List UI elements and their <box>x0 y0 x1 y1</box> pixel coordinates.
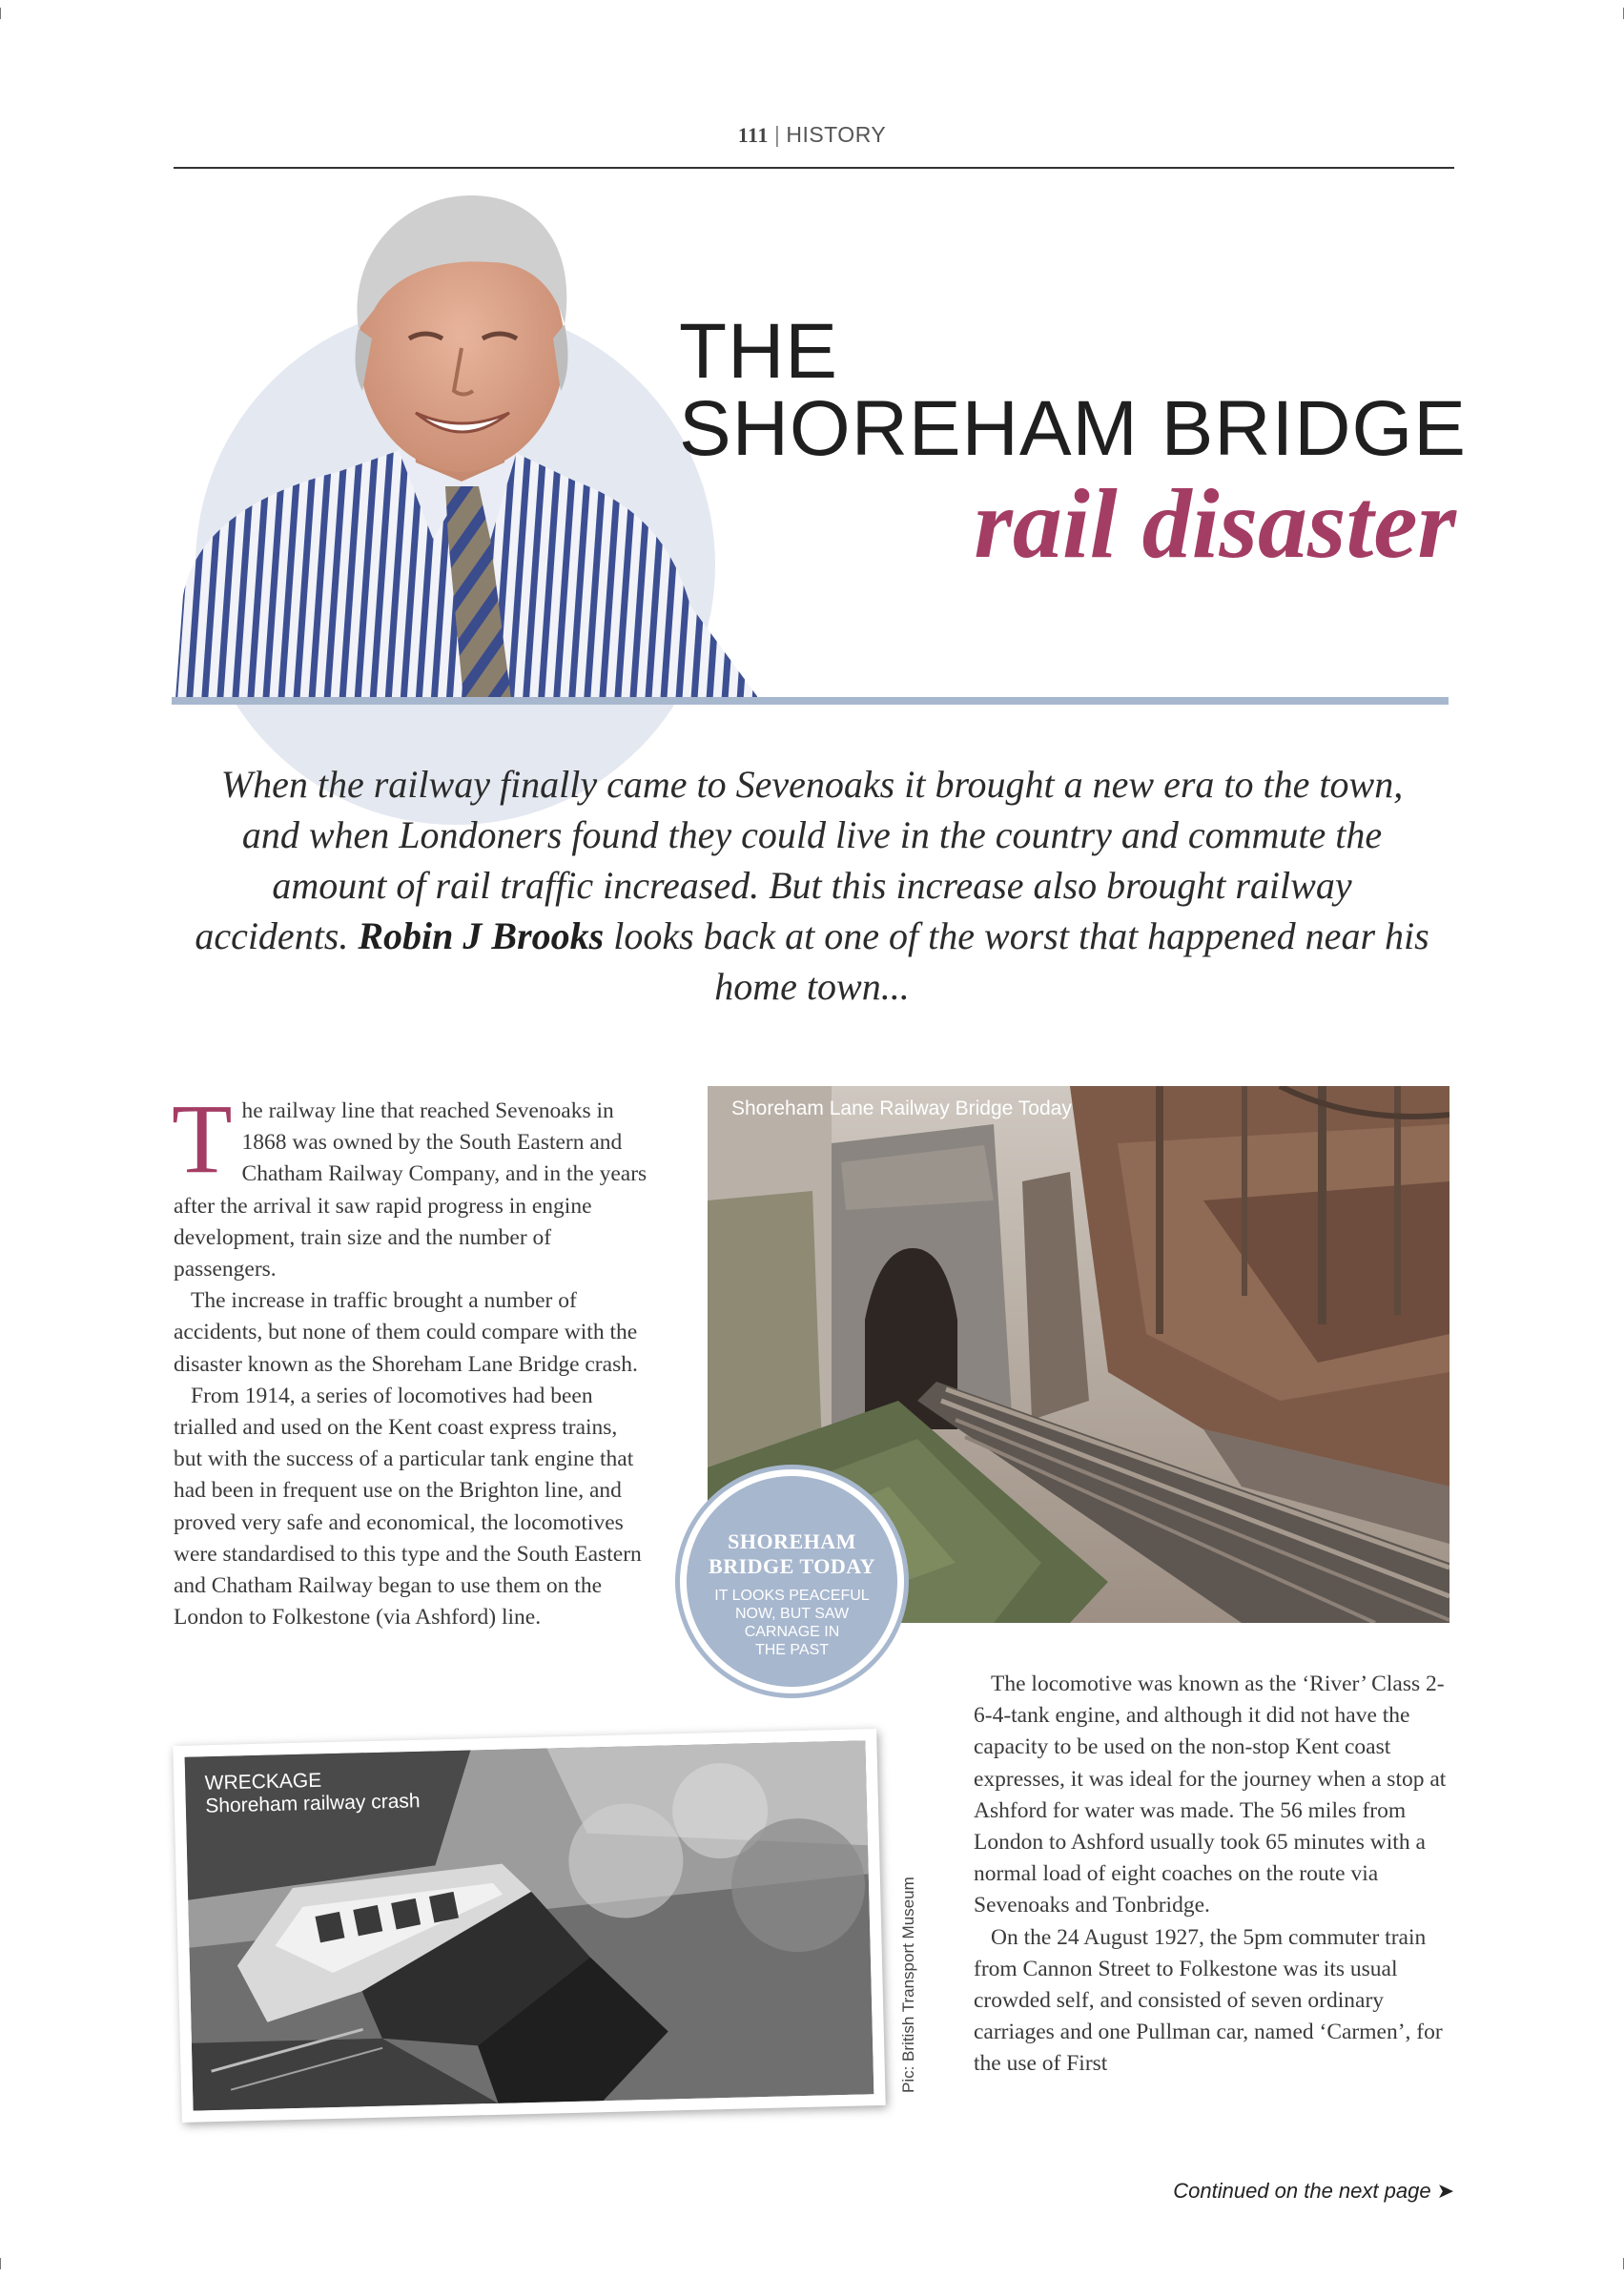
body-paragraph: On the 24 August 1927, the 5pm commuter train from Cannon Street to Folkestone was its usual crowded self, and consisted of seven ordinary carriages and one Pullman car, named ‘Carmen’, for the use of First <box>974 1924 1443 2077</box>
badge-heading-line: BRIDGE TODAY <box>709 1554 875 1578</box>
badge-heading-line: SHOREHAM <box>728 1529 856 1553</box>
badge-subtext-line: NOW, BUT SAW <box>734 1606 850 1622</box>
badge-subtext <box>687 1587 897 1659</box>
header-rule <box>174 167 1454 169</box>
arrow-right-icon: ➤ <box>1436 2179 1454 2203</box>
body-paragraph: he railway line that reached Sevenoaks in 1868 was owned by the South Eastern and Chatham Railway Company, and in the years after the arrival it saw rapid progress in engine development, train size and the number of passengers. <box>174 1098 648 1282</box>
wreckage-caption-text: Shoreham railway crash <box>205 1790 421 1817</box>
title-line-1: THE <box>679 308 838 395</box>
page-number: 111 <box>737 123 769 147</box>
header-separator: | <box>773 122 781 147</box>
body-column-1 <box>172 1084 650 1633</box>
title-rule <box>172 697 1449 705</box>
wreckage-caption-heading: WRECKAGE <box>204 1769 322 1795</box>
wreckage-photo-caption <box>204 1767 420 1817</box>
body-column-2 <box>974 1669 1454 2081</box>
badge-subtext-line: CARNAGE IN <box>744 1624 840 1640</box>
standfirst-outro: looks back at one of the worst that happened near his home town... <box>613 914 1429 1008</box>
drop-cap: T <box>172 1084 233 1194</box>
crop-mark <box>0 2258 1 2269</box>
body-paragraph: The increase in traffic brought a number of accidents, but none of them could compare with the disaster known as the Shoreham Lane Bridge crash. <box>174 1288 638 1377</box>
badge-heading <box>687 1529 897 1579</box>
badge-subtext-line: THE PAST <box>754 1642 830 1658</box>
running-header <box>0 122 1624 148</box>
title-line-3: rail disaster <box>974 469 1456 579</box>
photo-credit: Pic: British Transport Museum <box>899 1877 917 2093</box>
body-paragraph: From 1914, a series of locomotives had been trialled and used on the Kent coast express trains, but with the success of a particular tank engine that had been in frequent use on the Brighton line, and proved very safe and economical, the locomotives were standardised to this type and the South Eastern and Chatham Railway began to use them on the London to Folkestone (via Ashford) line. <box>174 1383 642 1631</box>
body-paragraph: The locomotive was known as the ‘River’ Class 2-6-4-tank engine, and although it did not have the capacity to be used on the non-stop Kent coast expresses, it was ideal for the journey when a stop at Ashford for water was made. The 56 miles from London to Ashford usually took 65 minutes with a normal load of eight coaches on the route via Sevenoaks and Tonbridge. <box>974 1672 1447 1918</box>
author-portrait <box>175 195 757 699</box>
callout-badge <box>680 1469 904 1693</box>
badge-subtext-line: IT LOOKS PEACEFUL <box>714 1588 870 1604</box>
section-name: HISTORY <box>786 122 887 147</box>
bridge-photo-caption: Shoreham Lane Railway Bridge Today <box>731 1097 1072 1119</box>
continued-text: Continued on the next page <box>1173 2179 1431 2203</box>
standfirst <box>191 759 1433 1012</box>
author-name: Robin J Brooks <box>358 914 605 957</box>
standfirst-intro: When the railway finally came to Sevenoaks it brought a new era to the town, and when Londoners found they could live in the country and commute the amount of rail traffic increased. But this increase also brought railway accidents. <box>195 763 1404 957</box>
title-line-2: SHOREHAM BRIDGE <box>679 385 1467 472</box>
continued-link[interactable] <box>1173 2179 1454 2204</box>
crop-mark <box>0 8 1 19</box>
